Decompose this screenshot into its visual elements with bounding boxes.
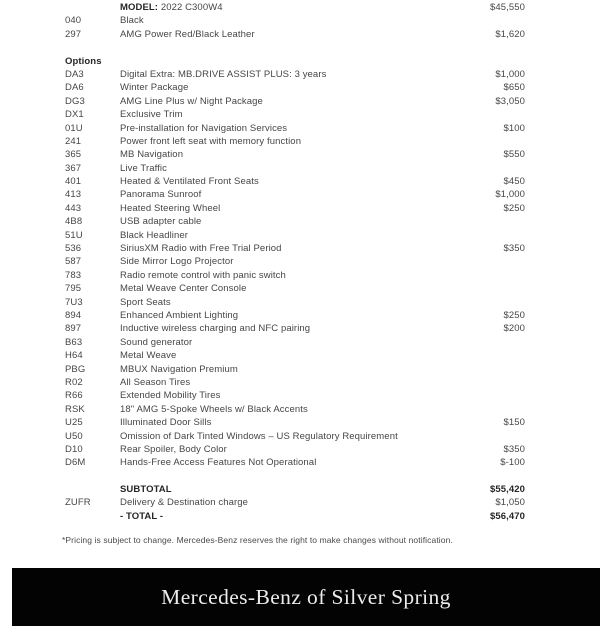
description-text: MB Navigation bbox=[120, 149, 184, 161]
table-row bbox=[65, 309, 525, 322]
table-row bbox=[65, 215, 525, 228]
option-price: $45,550 bbox=[489, 2, 525, 13]
table-row bbox=[65, 322, 525, 335]
table-row bbox=[65, 95, 525, 108]
description-text: AMG Line Plus w/ Night Package bbox=[120, 95, 263, 107]
option-description bbox=[120, 14, 440, 27]
option-description bbox=[120, 95, 440, 108]
option-description bbox=[120, 416, 440, 429]
option-price: $1,620 bbox=[495, 28, 525, 40]
option-code: D6M bbox=[65, 457, 86, 469]
option-code: DG3 bbox=[65, 95, 85, 107]
description-text: Enhanced Ambient Lighting bbox=[120, 309, 239, 321]
table-row bbox=[65, 148, 525, 161]
table-row bbox=[65, 403, 525, 416]
pricing-disclaimer: *Pricing is subject to change. Mercedes-Benz reserves the right to make changes without notification. bbox=[62, 535, 453, 545]
option-code: D10 bbox=[65, 443, 83, 455]
description-text: Power front left seat with memory function bbox=[120, 135, 302, 147]
option-code: 587 bbox=[65, 256, 82, 268]
table-row bbox=[65, 282, 525, 295]
table-row bbox=[65, 296, 525, 309]
description-text: Metal Weave bbox=[120, 350, 177, 362]
option-price: $550 bbox=[503, 149, 525, 161]
option-description bbox=[120, 148, 440, 161]
option-description bbox=[120, 510, 440, 523]
option-description bbox=[120, 215, 440, 228]
option-code: ZUFR bbox=[65, 497, 91, 509]
summary-section bbox=[65, 483, 525, 523]
dealer-banner bbox=[12, 568, 600, 626]
description-text: USB adapter cable bbox=[120, 216, 202, 228]
option-code: DX1 bbox=[65, 109, 84, 121]
option-code: U50 bbox=[65, 430, 83, 442]
option-code: R66 bbox=[65, 390, 83, 402]
option-description bbox=[120, 1, 440, 14]
description-text: Digital Extra: MB.DRIVE ASSIST PLUS: 3 years bbox=[120, 68, 327, 80]
table-row bbox=[65, 456, 525, 469]
table-row bbox=[65, 389, 525, 402]
table-row bbox=[65, 416, 525, 429]
table-row bbox=[65, 443, 525, 456]
option-price: $150 bbox=[503, 417, 525, 429]
option-code: 536 bbox=[65, 243, 82, 255]
table-row bbox=[65, 376, 525, 389]
option-code: B63 bbox=[65, 336, 83, 348]
option-price: $1,000 bbox=[495, 189, 525, 201]
model-label: MODEL: bbox=[120, 2, 159, 13]
options-section-header bbox=[65, 55, 525, 68]
table-row bbox=[65, 336, 525, 349]
table-row bbox=[65, 1, 525, 14]
option-description bbox=[120, 349, 440, 362]
table-row bbox=[65, 229, 525, 242]
description-text: All Season Tires bbox=[120, 376, 191, 388]
option-code: DA6 bbox=[65, 82, 84, 94]
description-text: Black bbox=[120, 15, 144, 27]
option-description bbox=[120, 188, 440, 201]
option-description bbox=[120, 443, 440, 456]
description-text: Rear Spoiler, Body Color bbox=[120, 443, 227, 455]
table-row bbox=[65, 108, 525, 121]
option-description bbox=[120, 309, 440, 322]
table-row bbox=[65, 242, 525, 255]
option-code: 241 bbox=[65, 135, 82, 147]
table-row bbox=[65, 430, 525, 443]
description-text: Illuminated Door Sills bbox=[120, 417, 212, 429]
description-text: Panorama Sunroof bbox=[120, 189, 202, 201]
table-row bbox=[65, 28, 525, 41]
option-code: PBG bbox=[65, 363, 86, 375]
description-text: Radio remote control with panic switch bbox=[120, 269, 286, 281]
option-description bbox=[120, 229, 440, 242]
option-price: $56,470 bbox=[489, 510, 525, 522]
option-code: 401 bbox=[65, 176, 82, 188]
option-description bbox=[120, 430, 440, 443]
description-text: Omission of Dark Tinted Windows – US Regulatory Requirement bbox=[120, 430, 398, 442]
description-text: AMG Power Red/Black Leather bbox=[120, 28, 255, 40]
option-code: 7U3 bbox=[65, 296, 83, 308]
option-description bbox=[120, 456, 440, 469]
option-description bbox=[120, 389, 440, 402]
option-price: $1,050 bbox=[495, 497, 525, 509]
option-code: 367 bbox=[65, 162, 82, 174]
option-description bbox=[120, 269, 440, 282]
table-row bbox=[65, 81, 525, 94]
table-row bbox=[65, 496, 525, 509]
option-code: 783 bbox=[65, 269, 82, 281]
table-row bbox=[65, 363, 525, 376]
option-code: RSK bbox=[65, 403, 85, 415]
model-section bbox=[65, 1, 525, 41]
option-description bbox=[120, 28, 440, 41]
option-code: H64 bbox=[65, 350, 83, 362]
option-code: R02 bbox=[65, 376, 83, 388]
description-text: Exclusive Trim bbox=[120, 109, 183, 121]
dealer-name: Mercedes-Benz of Silver Spring bbox=[161, 584, 451, 609]
description-text: Side Mirror Logo Projector bbox=[120, 256, 234, 268]
option-code: 040 bbox=[65, 15, 82, 27]
table-row bbox=[65, 202, 525, 215]
description-text: Winter Package bbox=[120, 82, 189, 94]
description-text: Metal Weave Center Console bbox=[120, 283, 247, 295]
option-code: 795 bbox=[65, 283, 82, 295]
option-price: $55,420 bbox=[489, 484, 525, 496]
option-price: $-100 bbox=[500, 457, 525, 469]
option-price: $250 bbox=[503, 309, 525, 321]
options-section-title: Options bbox=[65, 55, 102, 67]
option-description bbox=[120, 496, 440, 509]
option-code: 365 bbox=[65, 149, 82, 161]
option-description bbox=[120, 202, 440, 215]
option-code: 51U bbox=[65, 229, 83, 241]
options-section bbox=[65, 68, 525, 470]
option-price: $200 bbox=[503, 323, 525, 335]
option-price: $3,050 bbox=[495, 95, 525, 107]
description-text: Live Traffic bbox=[120, 162, 167, 174]
option-description bbox=[120, 483, 440, 496]
option-code: 443 bbox=[65, 202, 82, 214]
description-text: Heated & Ventilated Front Seats bbox=[120, 176, 259, 188]
option-code: 01U bbox=[65, 122, 83, 134]
option-description bbox=[120, 363, 440, 376]
table-row bbox=[65, 349, 525, 362]
description-text: Heated Steering Wheel bbox=[120, 202, 221, 214]
table-row bbox=[65, 14, 525, 27]
description-text: - TOTAL - bbox=[120, 510, 164, 522]
option-description bbox=[120, 108, 440, 121]
description-text: Black Headliner bbox=[120, 229, 189, 241]
option-price: $450 bbox=[503, 176, 525, 188]
description-text: Inductive wireless charging and NFC pairing bbox=[120, 323, 311, 335]
table-row bbox=[65, 255, 525, 268]
option-description bbox=[120, 162, 440, 175]
option-price: $1,000 bbox=[495, 68, 525, 80]
option-description bbox=[120, 376, 440, 389]
option-description bbox=[120, 122, 440, 135]
description-text: Sound generator bbox=[120, 336, 193, 348]
option-price: $650 bbox=[503, 82, 525, 94]
option-description bbox=[120, 403, 440, 416]
pricing-table bbox=[65, 1, 525, 523]
option-description bbox=[120, 282, 440, 295]
description-text: SUBTOTAL bbox=[120, 484, 172, 496]
option-description bbox=[120, 296, 440, 309]
description-text: MBUX Navigation Premium bbox=[120, 363, 238, 375]
option-price: $350 bbox=[503, 243, 525, 255]
table-row bbox=[65, 175, 525, 188]
option-description bbox=[120, 242, 440, 255]
option-description bbox=[120, 68, 440, 81]
description-text: Extended Mobility Tires bbox=[120, 390, 221, 402]
description-text: Pre-installation for Navigation Services bbox=[120, 122, 288, 134]
description-text: Delivery & Destination charge bbox=[120, 497, 249, 509]
table-row bbox=[65, 162, 525, 175]
table-row bbox=[65, 122, 525, 135]
description-text: 18" AMG 5-Spoke Wheels w/ Black Accents bbox=[120, 403, 308, 415]
option-code: 4B8 bbox=[65, 216, 83, 228]
option-code: 897 bbox=[65, 323, 82, 335]
table-row bbox=[65, 68, 525, 81]
option-description bbox=[120, 322, 440, 335]
option-price: $100 bbox=[503, 122, 525, 134]
description-text: Hands-Free Access Features Not Operational bbox=[120, 457, 317, 469]
table-row bbox=[65, 269, 525, 282]
option-description bbox=[120, 336, 440, 349]
option-code: DA3 bbox=[65, 68, 84, 80]
option-description bbox=[120, 175, 440, 188]
table-row bbox=[65, 188, 525, 201]
option-code: 297 bbox=[65, 28, 82, 40]
option-code: U25 bbox=[65, 417, 83, 429]
option-description bbox=[120, 81, 440, 94]
option-description bbox=[120, 135, 440, 148]
option-code: 894 bbox=[65, 309, 82, 321]
table-row bbox=[65, 510, 525, 523]
option-code: 413 bbox=[65, 189, 82, 201]
description-text: Sport Seats bbox=[120, 296, 171, 308]
description-text: 2022 C300W4 bbox=[158, 2, 223, 13]
description-text: SiriusXM Radio with Free Trial Period bbox=[120, 243, 282, 255]
table-row bbox=[65, 483, 525, 496]
table-row bbox=[65, 135, 525, 148]
option-price: $250 bbox=[503, 202, 525, 214]
option-price: $350 bbox=[503, 443, 525, 455]
option-description bbox=[120, 255, 440, 268]
